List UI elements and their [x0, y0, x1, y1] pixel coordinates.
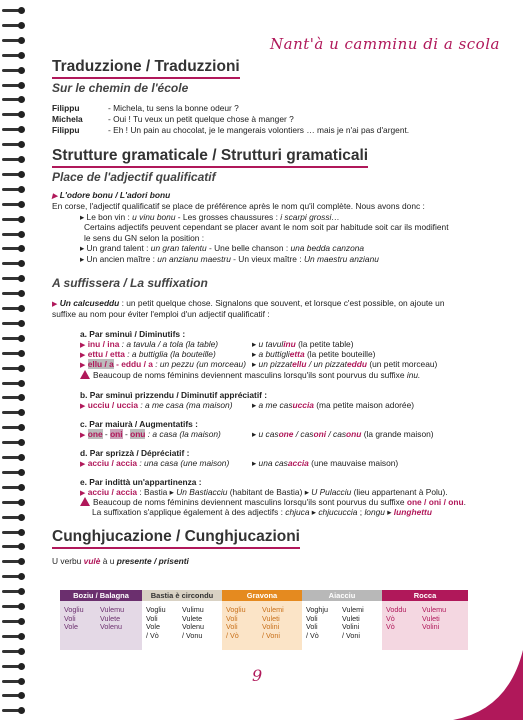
spiral-ring — [2, 36, 28, 45]
spiral-ring — [2, 6, 28, 15]
paragraph: ▶ Un calcuseddu : un petit quelque chose. Signalons que souvent, et lorsque c'est possible, on ajoute un — [52, 298, 445, 308]
spiral-ring — [2, 125, 28, 134]
spiral-ring — [2, 304, 28, 313]
spiral-ring — [2, 21, 28, 30]
conjugation-body — [142, 601, 222, 650]
conjugation-form: Volenu — [182, 622, 204, 631]
conjugation-form: Vulemi — [342, 605, 364, 614]
conjugation-form: Vogliu — [146, 605, 166, 614]
conjugation-form: Volini — [342, 622, 360, 631]
suffix-row: ▶ acciu / accia : una casa (une maison) — [80, 458, 230, 468]
spiral-ring — [2, 364, 28, 373]
warning-note: Beaucoup de noms féminins deviennent masculins lorsqu'ils sont pourvus du suffixe one / oni / onu. — [80, 497, 466, 508]
spiral-ring — [2, 498, 28, 507]
spiral-ring — [2, 334, 28, 343]
warning-icon — [80, 370, 90, 379]
conjugation-form: / Voni — [342, 630, 360, 640]
spiral-ring — [2, 110, 28, 119]
conjugation-body — [60, 601, 142, 650]
spiral-ring — [2, 587, 28, 596]
conjugation-column — [382, 590, 468, 650]
conjugation-table — [60, 590, 468, 650]
spiral-ring — [2, 95, 28, 104]
spiral-ring — [2, 185, 28, 194]
conjugation-form: Voli — [226, 622, 238, 631]
spiral-ring — [2, 140, 28, 149]
conjugation-form: / Voni — [262, 630, 280, 640]
conjugation-form: Vulemu — [422, 605, 447, 614]
conjugation-form: Volini — [262, 622, 280, 631]
group-heading-c: c. Par maiurà / Augmentatifs : — [80, 419, 198, 429]
suffix-row: ▶ ucciu / uccia : a me casa (ma maison) — [80, 400, 233, 410]
section-subtitle-chemin: Sur le chemin de l'école — [52, 81, 189, 95]
conjugation-form: Vole — [146, 622, 160, 631]
spiral-ring — [2, 259, 28, 268]
paragraph: En corse, l'adjectif qualificatif se place de préférence après le nom qu'il complète. Nous avons donc : — [52, 201, 425, 211]
example-line: ▸ Un ancien maître : un anzianu maestru - Un vieux maître : Un maestru anzianu — [80, 254, 379, 264]
conjugation-form: Vulete — [182, 613, 203, 623]
spiral-binding — [0, 0, 36, 720]
conjugation-form: Voli — [306, 622, 318, 631]
spiral-ring — [2, 528, 28, 537]
conjugation-form: Volini — [422, 622, 440, 631]
conjugation-form: Vulimu — [182, 605, 204, 614]
spiral-ring — [2, 393, 28, 402]
conjugation-form: Voli — [64, 613, 76, 623]
spiral-ring — [2, 468, 28, 477]
spiral-ring — [2, 230, 28, 239]
conjugation-header: Bastia è circondu — [142, 590, 222, 601]
spiral-ring — [2, 542, 28, 551]
suffix-row: ▶ inu / ina : a tavula / a tola (la table) — [80, 339, 219, 349]
example-line: ▸ Un grand talent : un gran talentu - Une belle chanson : una bedda canzona — [80, 243, 365, 253]
suffix-row: ▶ acciu / accia : Bastia ▸ Un Bastiacciu (habitant de Bastia) ▸ U Pulacciu (lieu appartenant à Polu). — [80, 487, 448, 497]
spiral-ring — [2, 66, 28, 75]
spiral-ring — [2, 215, 28, 224]
dialogue-speaker: Filippu — [52, 103, 80, 113]
conjugation-header: Aiacciu — [302, 590, 382, 601]
spiral-ring — [2, 557, 28, 566]
conjugation-form: Vuleti — [422, 613, 440, 623]
spiral-ring — [2, 647, 28, 656]
conjugation-form: Voghju — [306, 605, 328, 614]
suffix-row: ▶ ellu / a - eddu / a : un pezzu (un morceau) — [80, 359, 246, 369]
spiral-ring — [2, 602, 28, 611]
spiral-ring — [2, 572, 28, 581]
section-subtitle-adjectif: Place de l'adjectif qualificatif — [52, 170, 216, 184]
conjugation-form: Vulemu — [100, 605, 125, 614]
conjugation-body — [222, 601, 302, 650]
spiral-ring — [2, 274, 28, 283]
suffix-result: ▸ u casone / casoni / casonu (la grande maison) — [252, 429, 434, 439]
conjugation-form: Voli — [226, 613, 238, 623]
conjugation-header: Gravona — [222, 590, 302, 601]
paragraph: U verbu vulè à u presente / prisenti — [52, 556, 189, 566]
spiral-ring — [2, 170, 28, 179]
conjugation-form: Vogliu — [226, 605, 246, 614]
warning-icon — [80, 497, 90, 506]
spiral-ring — [2, 200, 28, 209]
spiral-ring — [2, 244, 28, 253]
dialogue-speaker: Filippu — [52, 125, 80, 135]
section-subtitle-suffixation: A suffissera / La suffixation — [52, 276, 208, 290]
group-heading-d: d. Par sprizzà / Dépréciatif : — [80, 448, 190, 458]
conjugation-form: Vò — [386, 613, 395, 623]
conjugation-form: Vuleti — [262, 613, 280, 623]
conjugation-column — [60, 590, 142, 650]
conjugation-form: Vò — [386, 622, 395, 631]
conjugation-column — [142, 590, 222, 650]
page-header-title: Nant'à u camminu di a scola — [270, 35, 500, 53]
spiral-ring — [2, 349, 28, 358]
spiral-ring — [2, 81, 28, 90]
conjugation-form: Vulemi — [262, 605, 284, 614]
suffix-result: ▸ a me casuccia (ma petite maison adorée) — [252, 400, 415, 410]
conjugation-form: Voli — [146, 613, 158, 623]
conjugation-form: / Vò — [306, 630, 319, 640]
page-number: 9 — [252, 666, 263, 685]
spiral-ring — [2, 379, 28, 388]
corner-decoration — [453, 650, 523, 720]
group-heading-b: b. Par sminuì prizzendu / Diminutif appréciatif : — [80, 390, 268, 400]
spiral-ring — [2, 319, 28, 328]
spiral-ring — [2, 453, 28, 462]
conjugation-body — [302, 601, 382, 650]
paragraph: le sens du GN selon la position : — [84, 233, 205, 243]
section-title-traduzzione: Traduzzione / Traduzzioni — [52, 58, 240, 79]
dialogue-text: - Eh ! Un pain au chocolat, je le mangerais volontiers … mais je n'ai pas d'argent. — [108, 125, 410, 135]
suffix-result: ▸ un pizzatellu / un pizzateddu (un petit morceau) — [252, 359, 438, 369]
spiral-ring — [2, 677, 28, 686]
dialogue-text: - Oui ! Tu veux un petit quelque chose à manger ? — [108, 114, 294, 124]
spiral-ring — [2, 483, 28, 492]
conjugation-form: Vogliu — [64, 605, 84, 614]
spiral-ring — [2, 706, 28, 715]
section-title-strutture: Strutture gramaticale / Strutturi gramaticali — [52, 147, 368, 168]
suffix-result: ▸ u tavulinu (la petite table) — [252, 339, 354, 349]
suffix-row: ▶ one - oni - onu : a casa (la maison) — [80, 429, 221, 439]
spiral-ring — [2, 617, 28, 626]
conjugation-form: Vulete — [100, 613, 121, 623]
dialogue-speaker: Michela — [52, 114, 83, 124]
spiral-ring — [2, 423, 28, 432]
conjugation-header: Boziu / Balagna — [60, 590, 142, 601]
suffix-row: ▶ ettu / etta : a buttiglia (la bouteille) — [80, 349, 216, 359]
spiral-ring — [2, 289, 28, 298]
suffix-result: ▸ una casaccia (une mauvaise maison) — [252, 458, 399, 468]
conjugation-form: / Vò — [146, 630, 159, 640]
warning-note: Beaucoup de noms féminins deviennent masculins lorsqu'ils sont pourvus du suffixe inu. — [80, 370, 420, 381]
conjugation-form: / Vonu — [182, 630, 203, 640]
conjugation-form: / Vò — [226, 630, 239, 640]
paragraph: Certains adjectifs peuvent cependant se placer avant le nom soit par habitude soit car ils modifient — [84, 222, 449, 232]
spiral-ring — [2, 438, 28, 447]
spiral-ring — [2, 691, 28, 700]
group-heading-e: e. Par indittà un'appartinenza : — [80, 477, 202, 487]
conjugation-column — [222, 590, 302, 650]
spiral-ring — [2, 408, 28, 417]
conjugation-header: Rocca — [382, 590, 468, 601]
conjugation-form: Vuleti — [342, 613, 360, 623]
example-line: ▸ Le bon vin : u vinu bonu - Les grosses chaussures : i scarpi grossi… — [80, 212, 340, 222]
group-heading-a: a. Par sminuì / Diminutifs : — [80, 329, 186, 339]
conjugation-form: Volenu — [100, 622, 122, 631]
example-heading: ▶ L'odore bonu / L'adori bonu — [52, 190, 171, 200]
spiral-ring — [2, 662, 28, 671]
suffix-result: ▸ a buttiglietta (la petite bouteille) — [252, 349, 376, 359]
conjugation-body — [382, 601, 468, 650]
spiral-ring — [2, 632, 28, 641]
spiral-ring — [2, 51, 28, 60]
dialogue-text: - Michela, tu sens la bonne odeur ? — [108, 103, 239, 113]
paragraph: suffixe au nom pour éviter l'emploi d'un adjectif qualificatif : — [52, 309, 270, 319]
section-title-cunghjucazione: Cunghjucazione / Cunghjucazioni — [52, 528, 300, 549]
conjugation-form: Voddu — [386, 605, 407, 614]
spiral-ring — [2, 155, 28, 164]
conjugation-form: Vole — [64, 622, 78, 631]
conjugation-column — [302, 590, 382, 650]
conjugation-form: Voli — [306, 613, 318, 623]
paragraph: La suffixation s'applique également à des adjectifs : chjuca ▸ chjucuccia ; longu ▸ lunghettu — [92, 507, 432, 517]
spiral-ring — [2, 513, 28, 522]
